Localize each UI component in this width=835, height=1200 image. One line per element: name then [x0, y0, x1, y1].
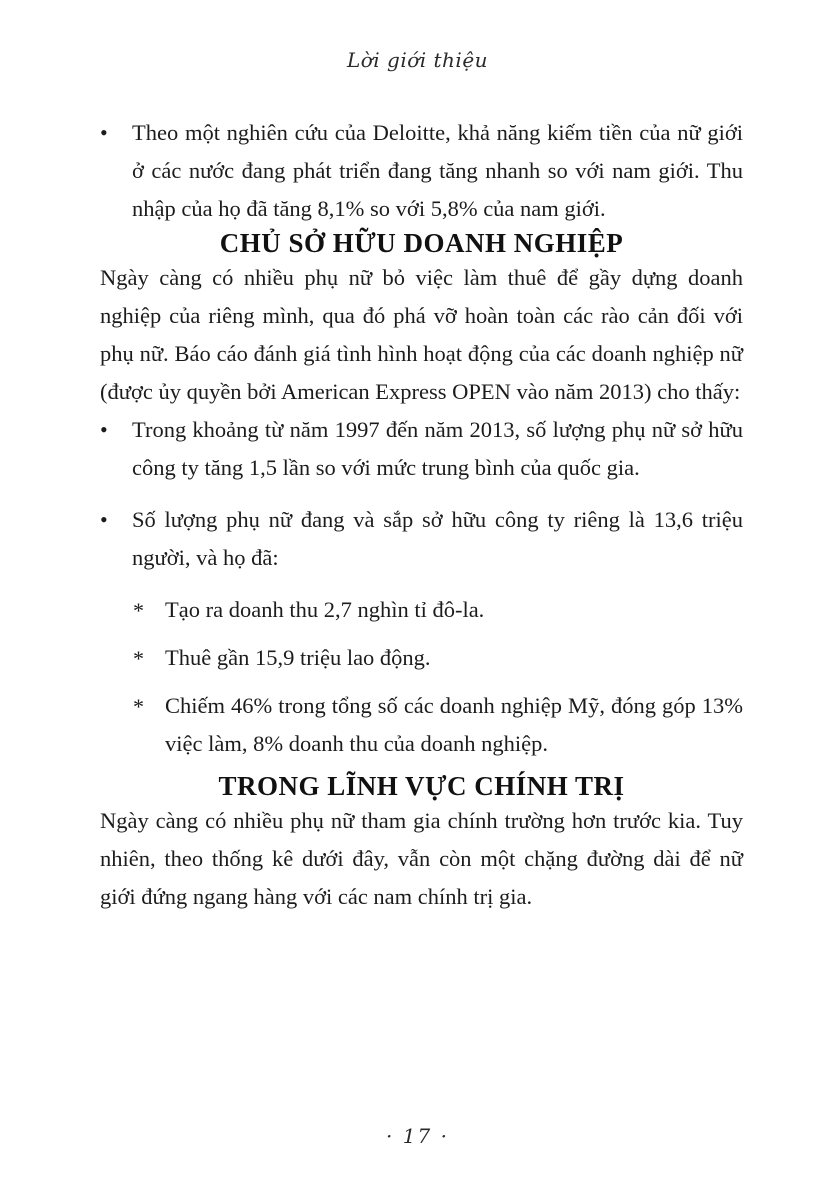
page-content	[0, 114, 835, 916]
sub-bullet-text: Thuê gần 15,9 triệu lao động.	[165, 645, 431, 670]
section-heading-business-owners: CHỦ SỞ HỮU DOANH NGHIỆP	[219, 228, 624, 258]
asterisk-marker: *	[133, 694, 144, 719]
asterisk-marker: *	[133, 598, 144, 623]
list-item	[100, 114, 743, 228]
bullet-marker: •	[100, 417, 108, 442]
list-item	[100, 411, 743, 487]
section-heading-politics: TRONG LĨNH VỰC CHÍNH TRỊ	[218, 771, 625, 801]
business-bullet-list	[100, 411, 743, 763]
bullet-text: Trong khoảng từ năm 1997 đến năm 2013, số lượng phụ nữ sở hữu công ty tăng 1,5 lần so với mức trung bình của quốc gia.	[132, 417, 743, 480]
politics-section-paragraph: Ngày càng có nhiều phụ nữ tham gia chính trường hơn trước kia. Tuy nhiên, theo thống kê dưới đây, vẫn còn một chặng đường dài để nữ giới đứng ngang hàng với các nam chính trị gia.	[100, 808, 743, 909]
bullet-marker: •	[100, 120, 108, 145]
bullet-text: Số lượng phụ nữ đang và sắp sở hữu công ty riêng là 13,6 triệu người, và họ đã:	[132, 507, 743, 570]
asterisk-marker: *	[133, 646, 144, 671]
page-number: · 17 ·	[386, 1124, 449, 1148]
list-item	[133, 687, 743, 763]
business-sub-bullet-list	[100, 591, 743, 763]
sub-bullet-text: Chiếm 46% trong tổng số các doanh nghiệp Mỹ, đóng góp 13% việc làm, 8% doanh thu của doanh nghiệp.	[165, 693, 743, 756]
intro-bullet-text: Theo một nghiên cứu của Deloitte, khả năng kiếm tiền của nữ giới ở các nước đang phát triển đang tăng nhanh so với nam giới. Thu nhập của họ đã tăng 8,1% so với 5,8% của nam giới.	[132, 120, 743, 221]
running-header: Lời giới thiệu	[346, 48, 489, 72]
sub-bullet-text: Tạo ra doanh thu 2,7 nghìn tỉ đô-la.	[165, 597, 485, 622]
list-item	[133, 639, 743, 679]
list-item	[100, 501, 743, 577]
bullet-marker: •	[100, 507, 108, 532]
list-item	[133, 591, 743, 631]
business-section-paragraph: Ngày càng có nhiều phụ nữ bỏ việc làm thuê để gầy dựng doanh nghiệp của riêng mình, qua đó phá vỡ hoàn toàn các rào cản đối với phụ nữ. Báo cáo đánh giá tình hình hoạt động của các doanh nghiệp nữ (được ủy quyền bởi American Express OPEN vào năm 2013) cho thấy:	[100, 265, 743, 404]
